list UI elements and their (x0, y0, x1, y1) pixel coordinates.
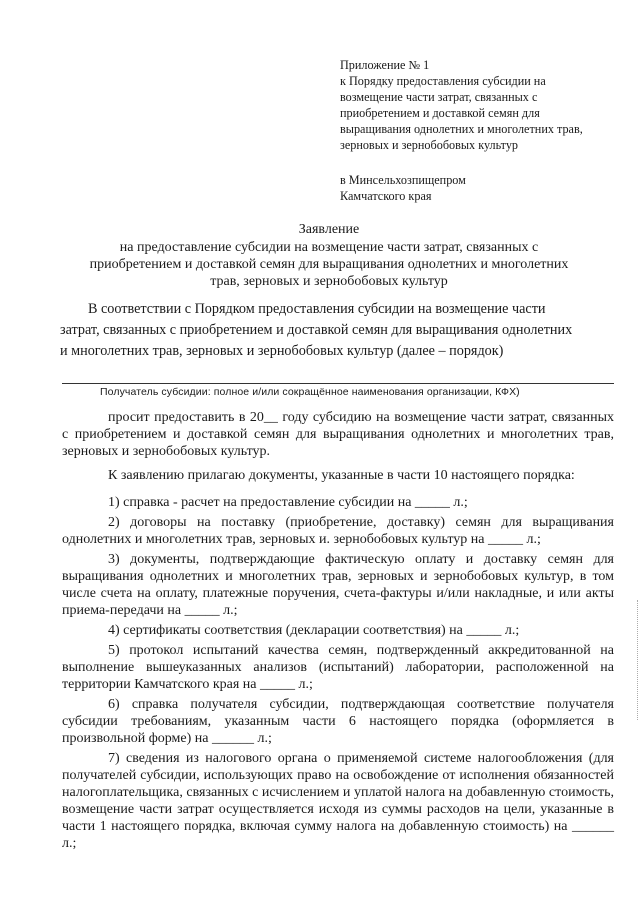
documents-list (62, 494, 614, 855)
list-item: 4) сертификаты соответствия (декларации соответствия) на _____ л.; (108, 623, 520, 638)
appendix-line: зерновых и зернобобовых культур (340, 138, 519, 152)
appendix-line: возмещение части затрат, связанных с (340, 90, 538, 104)
list-item: 3) документы, подтверждающие фактическую оплату и доставку семян для выращивания однолетних и многолетних трав, зерновых и зернобобовых культур, в том числе счета на оплату, платежные поручения, счета-фактуры и/или накладные, и или акты приема-передачи на _____ л.; (62, 552, 614, 618)
intro-line: и многолетних трав, зерновых и зернобобовых культур (далее – порядок) (60, 343, 504, 359)
list-item: 5) протокол испытаний качества семян, подтвержденный аккредитованной на выполнение вышеуказанных анализов (испытаний) лаборатории, расположенной на территории Камчатского края на _____ л.; (62, 643, 614, 692)
intro-line: В соответствии с Порядком предоставления субсидии на возмещение части (88, 301, 546, 317)
intro-paragraph (60, 299, 613, 362)
documents-intro-text: К заявлению прилагаю документы, указанные в части 10 настоящего порядка: (108, 468, 575, 483)
scan-edge-mark (634, 600, 638, 720)
intro-line: затрат, связанных с приобретением и доставкой семян для выращивания однолетних (60, 322, 573, 338)
recipient-caption: Получатель субсидии: полное и/или сокращённое наименования организации, КФХ) (100, 386, 520, 398)
appendix-line: к Порядку предоставления субсидии на (340, 74, 546, 88)
title-subline: приобретением и доставкой семян для выращивания однолетних и многолетних (89, 257, 569, 272)
addressee-line: Камчатского края (340, 189, 432, 203)
list-item: 2) договоры на поставку (приобретение, доставку) семян для выращивания однолетних и многолетних трав, зерновых и. зернобобовых культур на _____ л.; (62, 515, 614, 547)
list-item: 6) справка получателя субсидии, подтверждающая соответствие получателя субсидии требованиям, указанным части 6 настоящего порядка (оформляется в произвольной форме) на ______ л.; (62, 697, 614, 746)
appendix-line: выращивания однолетних и многолетних трав, (340, 122, 583, 136)
document-title (60, 221, 598, 290)
addressee-block (340, 172, 600, 204)
appendix-line: приобретением и доставкой семян для (340, 106, 540, 120)
request-text: просит предоставить в 20__ году субсидию на возмещение части затрат, связанных с приобретением и доставкой семян для выращивания однолетних и многолетних трав, зерновых и зернобобовых культур. (62, 410, 614, 459)
documents-intro (62, 467, 614, 484)
addressee-line: в Минсельхозпищепром (340, 173, 466, 187)
list-item: 7) сведения из налогового органа о применяемой системе налогообложения (для получателей субсидии, использующих право на освобождение от исполнения обязанностей налогоплательщика, связанных с исчислением и уплатой налога на добавленную стоимость, возмещение части затрат осуществляется исходя из суммы расходов на цели, указанные в части 1 настоящего порядка, включая сумму налога на добавленную стоимость) на ______ л.; (62, 751, 614, 851)
appendix-line: Приложение № 1 (340, 58, 430, 72)
title-subline: на предоставление субсидии на возмещение части затрат, связанных с (119, 240, 539, 255)
recipient-blank-line (62, 383, 614, 384)
appendix-header (340, 57, 620, 153)
request-paragraph (62, 409, 614, 460)
title-main: Заявление (298, 222, 360, 237)
list-item: 1) справка - расчет на предоставление субсидии на _____ л.; (108, 495, 468, 510)
title-subline: трав, зерновых и зернобобовых культур (210, 274, 448, 289)
